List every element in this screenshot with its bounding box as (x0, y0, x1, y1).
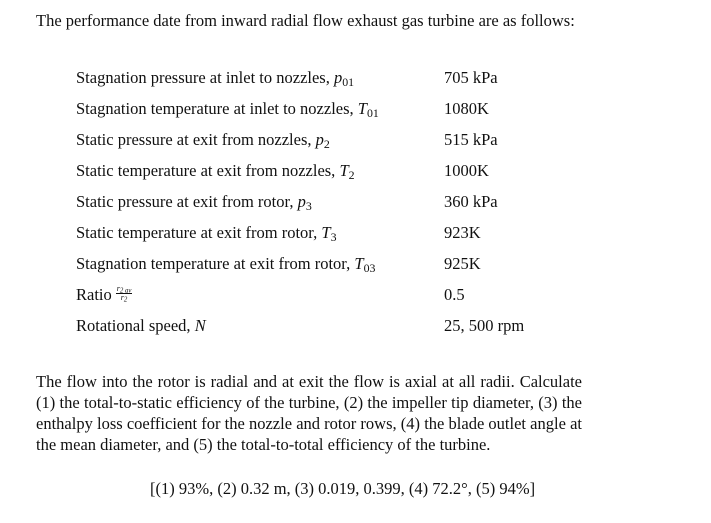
spec-symbol: T (357, 99, 367, 118)
spec-row (76, 192, 576, 223)
spec-value: 515 kPa (444, 130, 498, 149)
spec-row (76, 316, 576, 347)
spec-label: Ratio $\frac{r_{2 av}}{r_2}$ (76, 283, 132, 304)
spec-value: 923K (444, 223, 481, 242)
spec-row (76, 68, 576, 99)
spec-value: 925K (444, 254, 481, 273)
intro-paragraph: The performance date from inward radial flow exhaust gas turbine are as follows: (36, 11, 575, 30)
spec-value: 25, 500 rpm (444, 316, 525, 335)
spec-label: Stagnation temperature at inlet to nozzles, $T_{01}$ (76, 99, 379, 120)
ratio-fraction (116, 285, 133, 302)
spec-subscript: 03 (363, 260, 376, 275)
spec-subscript: 3 (330, 229, 337, 244)
spec-label: Stagnation temperature at exit from rotor, $T_{03}$ (76, 254, 376, 275)
spec-symbol: p (315, 130, 324, 149)
answers-line: [(1) 93%, (2) 0.32 m, (3) 0.019, 0.399, (4) 72.2°, (5) 94%] (150, 479, 536, 498)
spec-value: 705 kPa (444, 68, 498, 87)
spec-value: 360 kPa (444, 192, 498, 211)
fraction-numerator: $r_{2 av}$ (116, 283, 132, 295)
spec-symbol: T (321, 223, 331, 242)
spec-symbol: T (339, 161, 349, 180)
problem-statement: The flow into the rotor is radial and at exit the flow is axial at all radii. Calculate (1) the total-to-static efficiency of the turbine, (2) the impeller tip diameter, (3) the enthalpy loss coefficient for the nozzle and rotor rows, (4) the blade outlet angle at the mean diameter, and (5) the total-to-total efficiency of the turbine. (36, 372, 582, 454)
spec-subscript: 2 (323, 136, 330, 151)
performance-data-table (76, 68, 576, 347)
spec-subscript: 2 (348, 167, 355, 182)
spec-label: Rotational speed, N (76, 316, 206, 335)
spec-label: Stagnation pressure at inlet to nozzles, $p_{01}$ (76, 68, 355, 89)
spec-row (76, 130, 576, 161)
spec-symbol: N (194, 316, 206, 335)
spec-row (76, 99, 576, 130)
spec-subscript: 01 (342, 74, 355, 89)
spec-value: 1000K (444, 161, 489, 180)
spec-label: Static temperature at exit from rotor, $T_3$ (76, 223, 337, 244)
fraction-denominator: $r_2$ (120, 292, 128, 304)
spec-symbol: T (354, 254, 364, 273)
spec-subscript: 3 (305, 198, 312, 213)
spec-value: 0.5 (444, 285, 465, 304)
spec-row (76, 254, 576, 285)
spec-symbol: p (297, 192, 306, 211)
spec-label: Static temperature at exit from nozzles, $T_2$ (76, 161, 355, 182)
spec-row (76, 285, 576, 316)
spec-row (76, 223, 576, 254)
spec-value: 1080K (444, 99, 489, 118)
spec-label: Static pressure at exit from nozzles, $p_2$ (76, 130, 330, 151)
spec-symbol: p (333, 68, 343, 87)
spec-label: Static pressure at exit from rotor, $p_3$ (76, 192, 312, 213)
spec-row (76, 161, 576, 192)
spec-subscript: 01 (366, 105, 379, 120)
